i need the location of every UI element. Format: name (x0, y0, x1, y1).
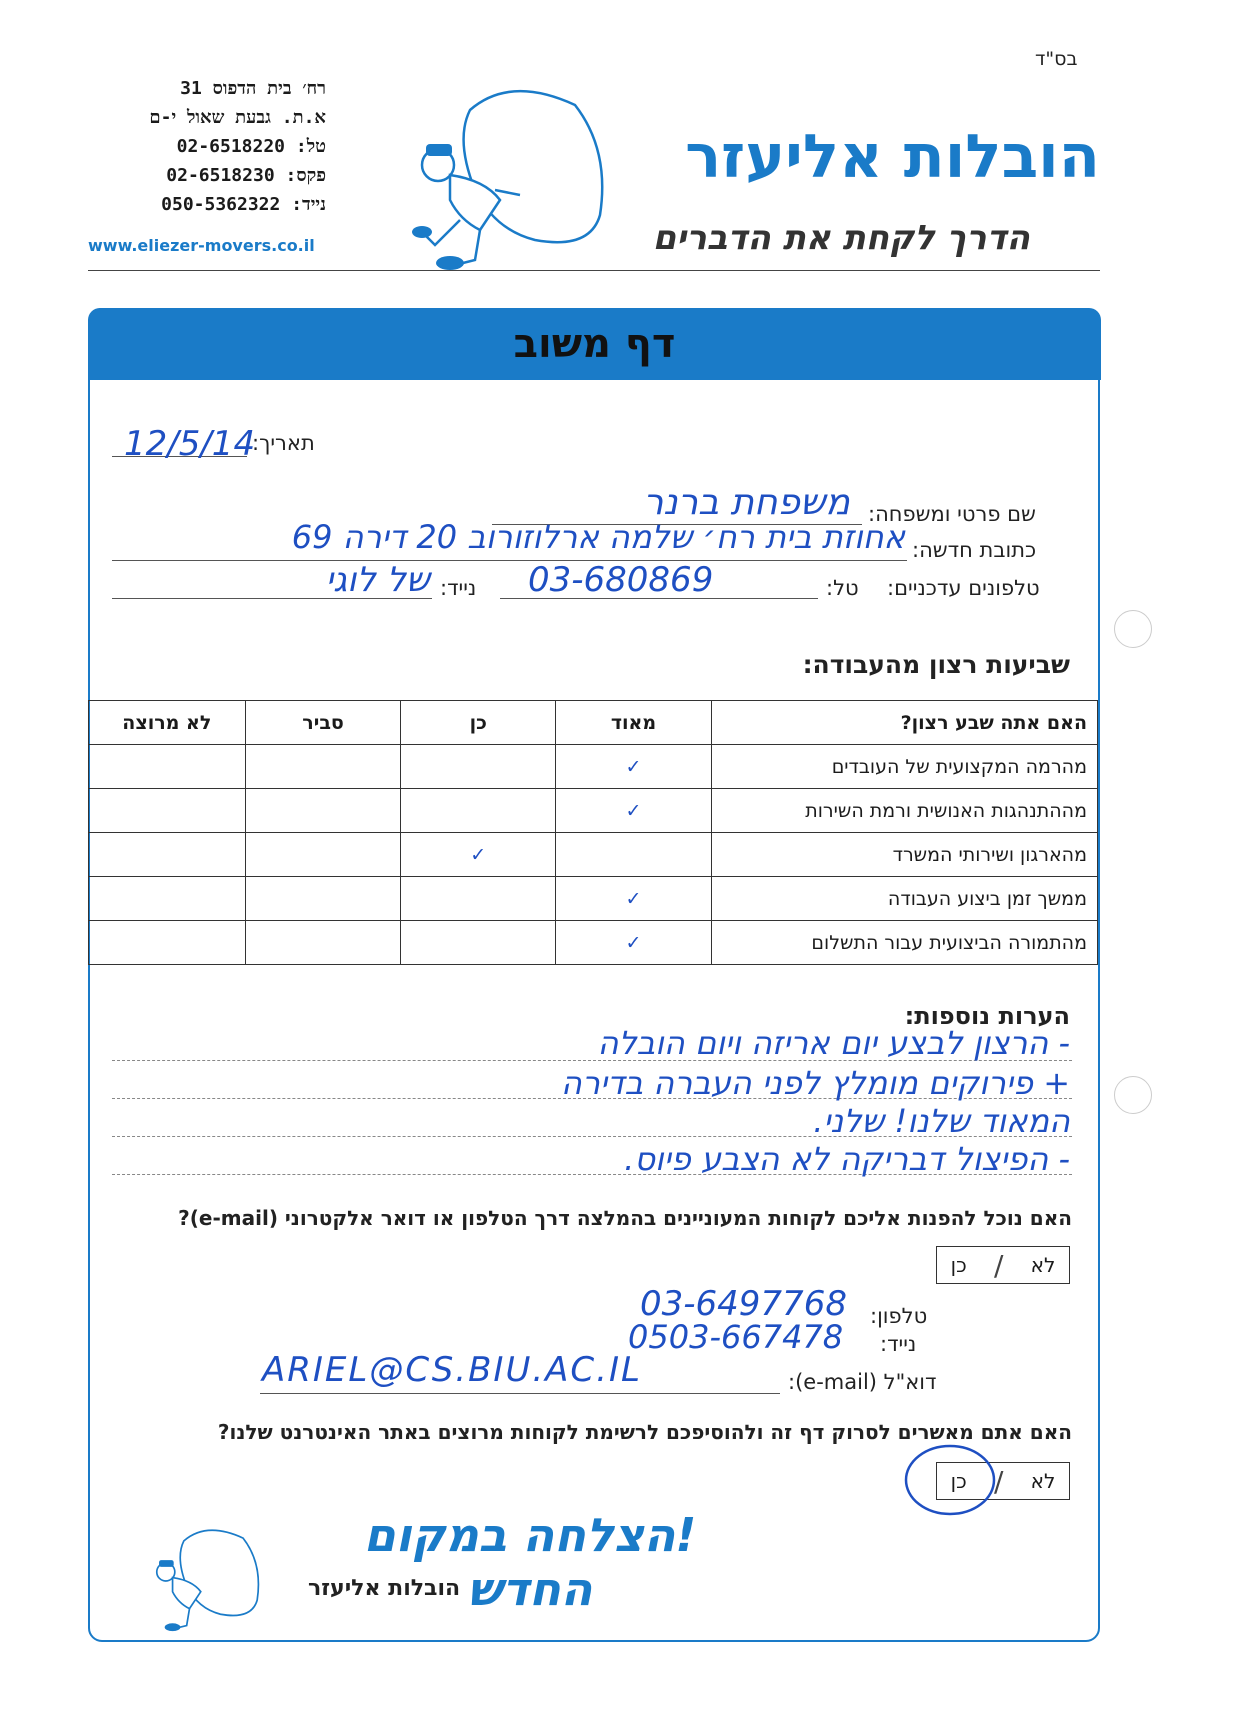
notes-text-line-1[interactable]: - הרצון לבצע יום אריזה ויום הובלה (597, 1024, 1070, 1062)
notes-heading: הערות נוספות: (904, 1002, 1070, 1030)
referral-phone-value[interactable]: 03-6497768 (640, 1284, 847, 1324)
column-header-unsatisfied: לא מרוצה (89, 701, 246, 745)
table-row (89, 921, 1098, 965)
notes-text-line-4[interactable]: - הפיצול דבריקה לא הצבע פיוס. (624, 1140, 1070, 1178)
row-question: מהרמה המקצועית של העובדים (711, 745, 1097, 789)
checkbox-unsatisfied[interactable] (89, 789, 246, 833)
header-divider (88, 270, 1100, 271)
form-title-bar (88, 308, 1101, 380)
punch-hole (1114, 1076, 1152, 1114)
consent-yes-no-box[interactable]: לא / כן (936, 1462, 1070, 1500)
mobile-value[interactable]: של לוגי (325, 560, 430, 600)
referral-mobile-value[interactable]: 0503-667478 (628, 1318, 844, 1356)
contact-address-street: רח׳ בית הדפוס 31 (180, 78, 326, 99)
email-line (260, 1393, 780, 1394)
consent-yes-circle-mark (900, 1440, 1000, 1520)
address-value[interactable]: אחוזת בית רח׳ שלמה ארלוזורוב 20 דירה 69 (291, 518, 905, 556)
column-header-very: מאוד (555, 701, 711, 745)
checkbox-yes[interactable] (401, 877, 556, 921)
checkbox-yes[interactable] (401, 745, 556, 789)
consent-yes-option[interactable]: כן (950, 1469, 967, 1493)
checkbox-reasonable[interactable] (245, 877, 401, 921)
form-title: דף משוב (513, 321, 676, 367)
checkbox-unsatisfied[interactable] (89, 745, 246, 789)
referral-yes-no-box[interactable]: לא / כן (936, 1246, 1070, 1284)
checkbox-very[interactable] (555, 833, 711, 877)
referral-question: האם נוכל להפנות אליכם לקוחות המעוניינים בהמלצה דרך הטלפון או דואר אלקטרוני (e-mail)? (178, 1206, 1072, 1230)
table-row (89, 745, 1098, 789)
brand-name: הובלות אליעזר (685, 122, 1100, 192)
referral-yes-option[interactable]: כן (950, 1253, 967, 1277)
table-row (89, 877, 1098, 921)
contact-block (86, 74, 326, 219)
row-question: מהארגון ושירותי המשרד (711, 833, 1097, 877)
contact-mobile: נייד: 050-5362322 (161, 194, 326, 215)
referral-phone-label: טלפון: (870, 1304, 928, 1328)
footer-signature: הובלות אליעזר (308, 1576, 461, 1601)
notes-text-line-3[interactable]: המאוד שלנו! שלני. (813, 1102, 1070, 1140)
consent-question: האם אתם מאשרים לסרוק דף זה ולהוסיפכם לרשימת לקוחות מרוצים באתר האינטרנט שלנו? (217, 1420, 1072, 1444)
row-question: ממשך זמן ביצוע העבודה (711, 877, 1097, 921)
checkbox-unsatisfied[interactable] (89, 921, 246, 965)
checkbox-yes[interactable]: ✓ (401, 833, 556, 877)
checkbox-very[interactable]: ✓ (555, 877, 711, 921)
brand-slogan: הדרך לקחת את הדברים (652, 218, 1030, 258)
table-row (89, 833, 1098, 877)
checkbox-reasonable[interactable] (245, 745, 401, 789)
address-label: כתובת חדשה: (912, 538, 1037, 562)
website-link[interactable]: www.eliezer-movers.co.il (88, 236, 315, 255)
satisfaction-table (88, 700, 1098, 965)
checkbox-unsatisfied[interactable] (89, 877, 246, 921)
checkbox-very[interactable]: ✓ (555, 789, 711, 833)
notes-text-line-2[interactable]: + פירוקים מומלץ לפני העברה בדירה (561, 1064, 1070, 1102)
tel-label: טל: (826, 576, 859, 600)
checkbox-yes[interactable] (401, 921, 556, 965)
table-row (89, 789, 1098, 833)
table-header-row (89, 701, 1098, 745)
row-question: מהתמורה הביצועית עבור התשלום (711, 921, 1097, 965)
checkbox-very[interactable]: ✓ (555, 745, 711, 789)
referral-no-option[interactable]: לא (1030, 1253, 1056, 1277)
tel-value[interactable]: 03-680869 (528, 560, 714, 600)
checkbox-very[interactable]: ✓ (555, 921, 711, 965)
name-label: שם פרטי ומשפחה: (868, 502, 1036, 526)
row-question: מההתנהגות האנושית ורמת השירות (711, 789, 1097, 833)
column-header-yes: כן (401, 701, 556, 745)
contact-fax: פקס: 02-6518230 (166, 165, 326, 186)
mover-mascot-logo (400, 80, 615, 275)
footer-wish: !הצלחה במקום החדש (363, 1508, 697, 1616)
punch-hole (1114, 610, 1152, 648)
name-value[interactable]: משפחת ברנר (643, 482, 850, 523)
consent-no-option[interactable]: לא (1030, 1469, 1056, 1493)
column-header-reasonable: סביר (245, 701, 401, 745)
checkbox-yes[interactable] (401, 789, 556, 833)
checkbox-unsatisfied[interactable] (89, 833, 246, 877)
contact-phone: טל: 02-6518220 (176, 136, 326, 157)
referral-mobile-label: נייד: (880, 1332, 917, 1356)
footer-mascot-logo (140, 1524, 270, 1634)
mobile-label: נייד: (440, 576, 477, 600)
checkbox-reasonable[interactable] (245, 833, 401, 877)
checkbox-reasonable[interactable] (245, 921, 401, 965)
date-value[interactable]: 12/5/14 (124, 424, 256, 464)
checkbox-reasonable[interactable] (245, 789, 401, 833)
referral-email-value[interactable]: ARIEL@CS.BIU.AC.IL (262, 1350, 642, 1390)
date-label: תאריך: (252, 431, 315, 455)
referral-email-label: דוא"ל (e-mail): (788, 1370, 937, 1394)
satisfaction-heading: שביעות רצון מהעבודה: (802, 650, 1070, 679)
top-mark: בס"ד (1035, 48, 1078, 70)
column-header-question: האם אתה שבע רצון? (711, 701, 1097, 745)
phones-label: טלפונים עדכניים: (887, 576, 1040, 600)
contact-address-area: א.ת. גבעת שאול י-ם (149, 107, 326, 128)
